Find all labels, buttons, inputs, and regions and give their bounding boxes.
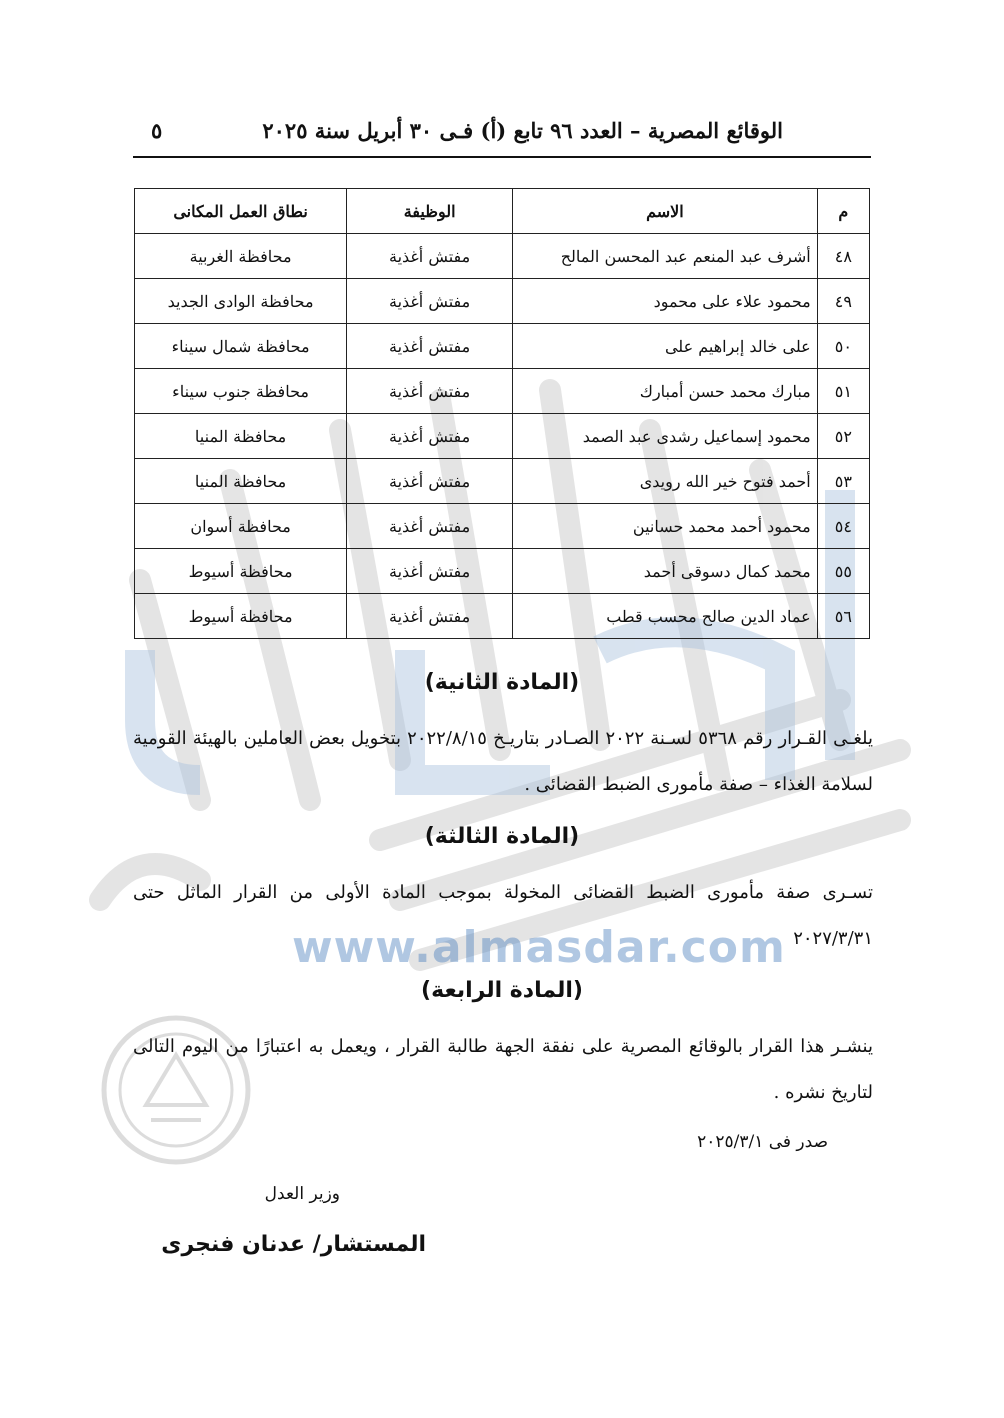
row-area: محافظة المنيا	[135, 414, 347, 459]
row-area: محافظة أسوان	[135, 504, 347, 549]
row-job: مفتش أغذية	[347, 369, 513, 414]
table-header-row	[135, 189, 870, 234]
table-row	[135, 594, 870, 639]
table-row	[135, 414, 870, 459]
row-number: ٥٦	[817, 594, 869, 639]
table-row	[135, 324, 870, 369]
article-two-text: يلغـى القـرار رقم ٥٣٦٨ لسـنة ٢٠٢٢ الصـادر بتاريـخ ٢٠٢٢/٨/١٥ بتخويل بعض العاملين بالهيئة القومية لسلامة الغذاء – صفة مأمورى الضبط القضائى .	[133, 728, 874, 795]
row-name: محمود أحمد محمد حسانين	[513, 504, 818, 549]
watermark-url: www.almasdar.com	[292, 922, 786, 973]
row-area: محافظة شمال سيناء	[135, 324, 347, 369]
page-header	[133, 110, 871, 158]
inspectors-table	[134, 188, 870, 639]
table-row	[135, 549, 870, 594]
article-four-text: ينشـر هذا القرار بالوقائع المصرية على نفقة الجهة طالبة القرار ، ويعمل به اعتبارًا من اليوم التالى لتاريخ نشره .	[133, 1036, 873, 1103]
row-name: أشرف عبد المنعم عبد المحسن المالح	[513, 234, 818, 279]
row-area: محافظة أسيوط	[135, 549, 347, 594]
row-name: عماد الدين صالح محسب قطب	[513, 594, 818, 639]
row-area: محافظة الغربية	[135, 234, 347, 279]
row-number: ٤٨	[817, 234, 869, 279]
row-job: مفتش أغذية	[347, 324, 513, 369]
minister-title: وزير العدل	[264, 1184, 340, 1204]
row-job: مفتش أغذية	[347, 279, 513, 324]
page-number: ٥	[151, 118, 163, 143]
row-number: ٥١	[817, 369, 869, 414]
row-job: مفتش أغذية	[347, 549, 513, 594]
row-area: محافظة الوادى الجديد	[135, 279, 347, 324]
row-area: محافظة جنوب سيناء	[135, 369, 347, 414]
article-three-text: تسـرى صفة مأمورى الضبط القضائى المخولة بموجب المادة الأولى من القرار الماثل حتى ٢٠٢٧/٣/٣١	[133, 882, 873, 949]
row-job: مفتش أغذية	[347, 594, 513, 639]
row-job: مفتش أغذية	[347, 504, 513, 549]
header-name: الاسم	[513, 189, 818, 234]
row-name: محمد كمال دسوقى أحمد	[513, 549, 818, 594]
header-job: الوظيفة	[347, 189, 513, 234]
row-name: على خالد إبراهيم على	[513, 324, 818, 369]
table-row	[135, 459, 870, 504]
row-job: مفتش أغذية	[347, 459, 513, 504]
row-number: ٥٣	[817, 459, 869, 504]
article-four-heading: (المادة الرابعة)	[421, 978, 583, 1003]
row-name: محمود علاء على محمود	[513, 279, 818, 324]
row-number: ٤٩	[817, 279, 869, 324]
article-two-heading: (المادة الثانية)	[424, 670, 580, 695]
header-area: نطاق العمل المكانى	[135, 189, 347, 234]
row-name: محمود إسماعيل رشدى عبد الصمد	[513, 414, 818, 459]
row-number: ٥٥	[817, 549, 869, 594]
row-name: مبارك محمد حسن أمبارك	[513, 369, 818, 414]
row-job: مفتش أغذية	[347, 234, 513, 279]
issue-date: صدر فى ٢٠٢٥/٣/١	[697, 1132, 828, 1152]
table-row	[135, 279, 870, 324]
row-number: ٥٠	[817, 324, 869, 369]
table-row	[135, 369, 870, 414]
row-job: مفتش أغذية	[347, 414, 513, 459]
header-number: م	[817, 189, 869, 234]
header-title: الوقائع المصرية – العدد ٩٦ تابع (أ) فـى ٣٠ أبريل سنة ٢٠٢٥	[262, 118, 783, 143]
table-row	[135, 234, 870, 279]
table-row	[135, 504, 870, 549]
row-number: ٥٢	[817, 414, 869, 459]
row-area: محافظة أسيوط	[135, 594, 347, 639]
article-three-heading: (المادة الثالثة)	[424, 824, 580, 849]
row-area: محافظة المنيا	[135, 459, 347, 504]
signatory-name: المستشار/ عدنان فنجرى	[161, 1232, 426, 1257]
row-number: ٥٤	[817, 504, 869, 549]
row-name: أحمد فتوح خير الله رويدى	[513, 459, 818, 504]
